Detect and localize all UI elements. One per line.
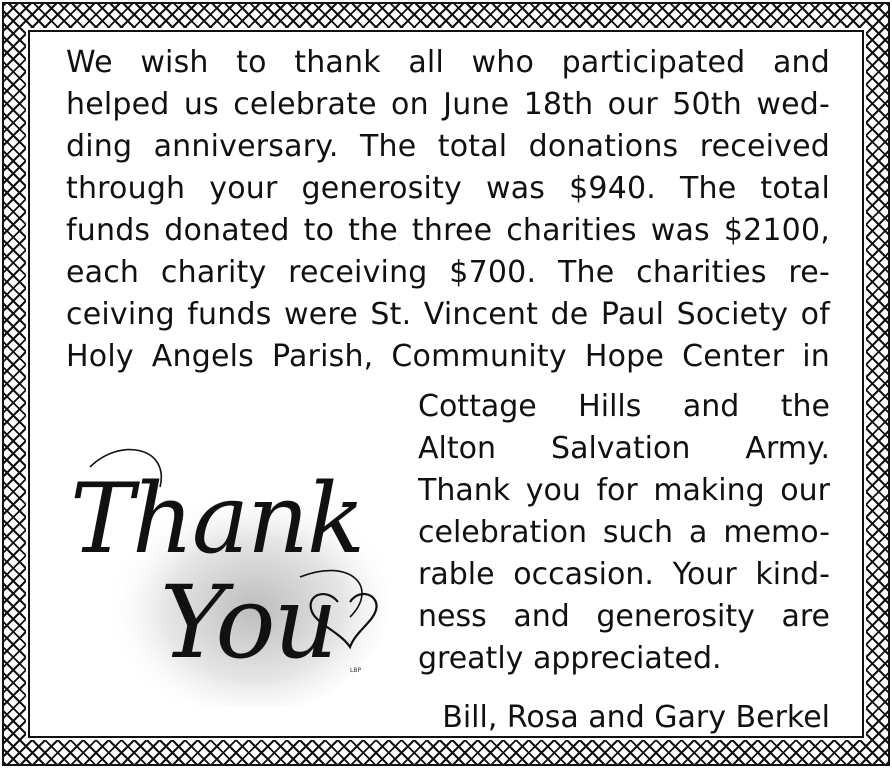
message-line: ding anniversary. The total donations received	[66, 129, 830, 164]
message-line: rable occasion. Your kind-	[418, 557, 830, 592]
message-line: each charity receiving $700. The charities re-	[66, 255, 830, 290]
you-script: You	[160, 564, 336, 681]
thank-you-script-art	[50, 427, 390, 707]
message-line: Cottage Hills and the	[418, 389, 830, 424]
message-line: through your generosity was $940. The total	[66, 171, 830, 206]
message-line: celebration such a memo-	[418, 515, 830, 550]
message-continuation	[418, 386, 830, 680]
thank-script: Thank	[70, 463, 364, 575]
message-line: Alton Salvation Army.	[418, 431, 830, 466]
artist-mark: LBP	[350, 667, 362, 674]
message-line: We wish to thank all who participated and	[66, 45, 830, 80]
message-body	[66, 42, 830, 378]
message-line: Thank you for making our	[418, 473, 830, 508]
signature: Bill, Rosa and Gary Berkel	[442, 700, 830, 735]
message-line: Holy Angels Parish, Community Hope Center in	[66, 339, 830, 374]
message-line: helped us celebrate on June 18th our 50th wed-	[66, 87, 830, 122]
notice-panel	[28, 30, 864, 738]
message-line: ness and generosity are	[418, 599, 830, 634]
message-line: funds donated to the three charities was $2100,	[66, 213, 830, 248]
message-line: greatly appreciated.	[418, 641, 722, 676]
message-line: ceiving funds were St. Vincent de Paul Society of	[66, 297, 830, 332]
